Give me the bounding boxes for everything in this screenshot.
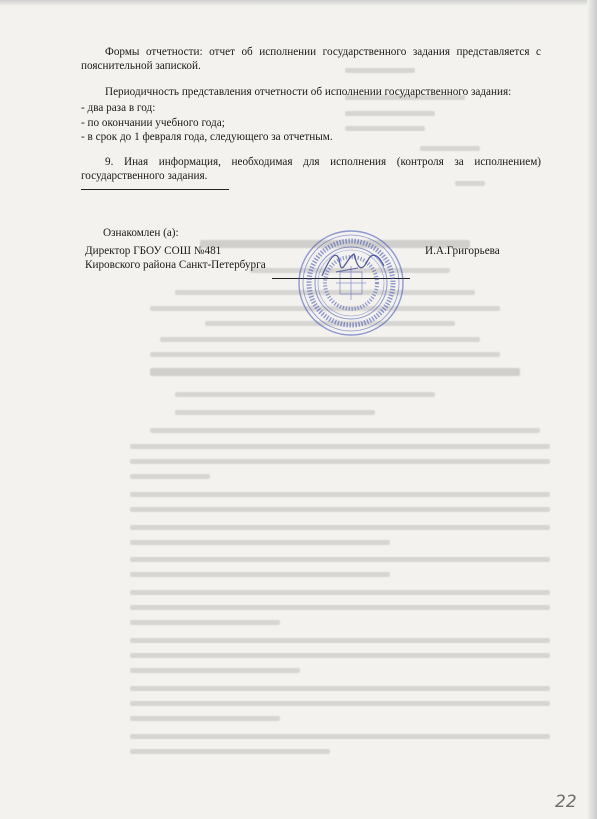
list-item: - два раза в год:	[81, 102, 156, 114]
handwritten-signature-icon	[318, 246, 388, 286]
signer-position: Директор ГБОУ СОШ №481	[85, 245, 222, 257]
separator-line	[81, 189, 229, 190]
paragraph-periodicity: Периодичность представления отчетности об исполнении государственного задания:	[105, 86, 512, 98]
signer-organization: Кировского района Санкт-Петербурга	[85, 259, 266, 271]
paragraph-other-info: 9. Иная информация, необходимая для исполнения (контроля за исполнением) государственного задания.	[81, 156, 541, 182]
page-number: 22	[555, 792, 577, 812]
signer-name: И.А.Григорьева	[425, 245, 500, 257]
paragraph-report-forms: Формы отчетности: отчет об исполнении государственного задания представляется с пояснительной запиской.	[81, 46, 541, 72]
acquainted-label: Ознакомлен (а):	[103, 227, 179, 239]
list-item: - по окончании учебного года;	[81, 117, 225, 129]
list-item: - в срок до 1 февраля года, следующего за отчетным.	[81, 131, 333, 143]
